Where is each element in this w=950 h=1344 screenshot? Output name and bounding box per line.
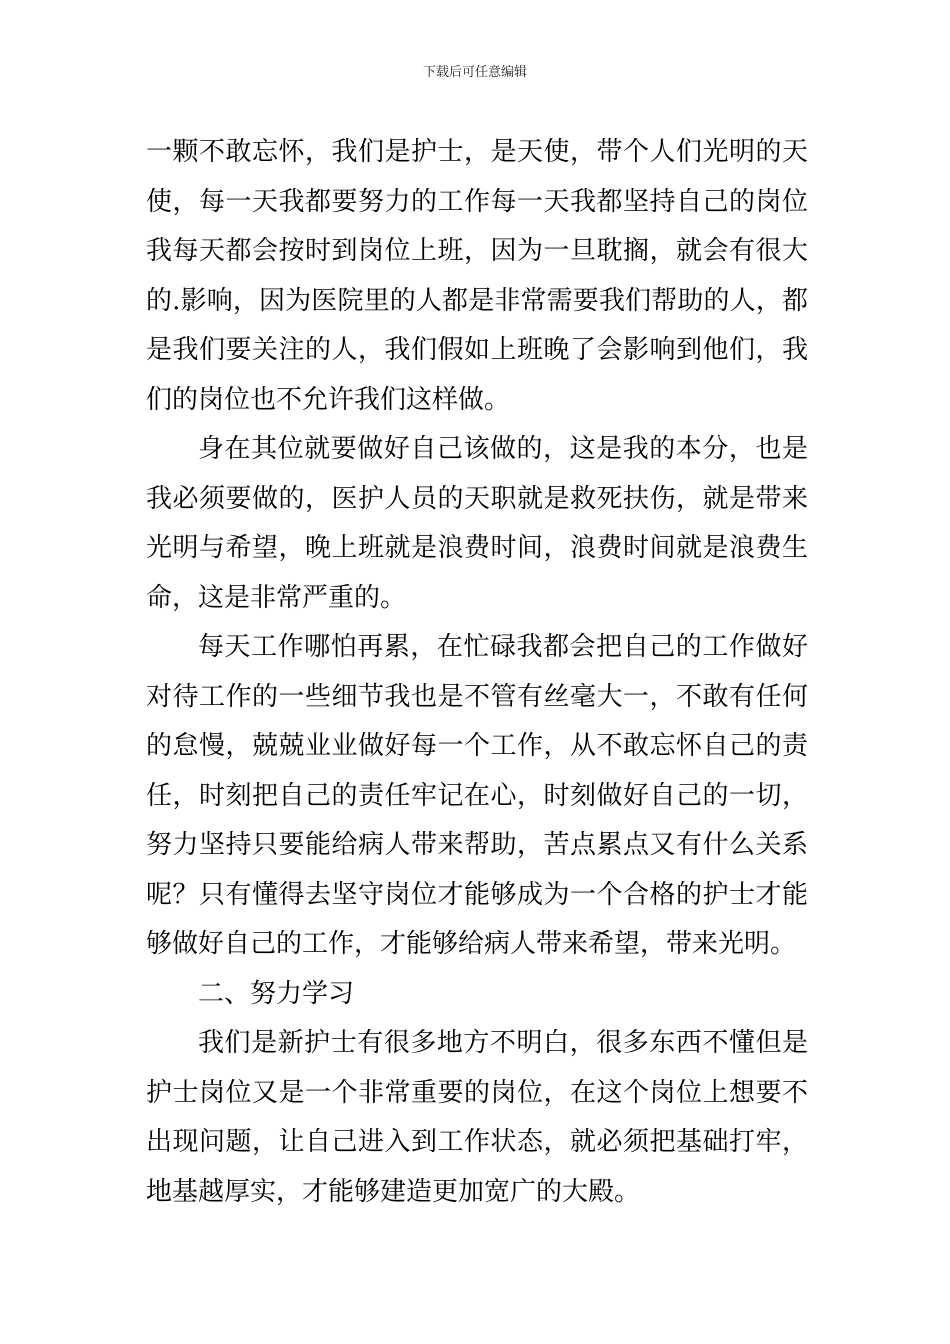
- text-line: 的.影响，因为医院里的人都是非常需要我们帮助的人，都: [146, 285, 808, 316]
- text-line: 每天工作哪怕再累，在忙碌我都会把自己的工作做好: [198, 632, 808, 662]
- text-line: 地基越厚实，才能够建造更加宽广的大殿。: [146, 1176, 641, 1207]
- text-line: 努力坚持只要能给病人带来帮助，苦点累点又有什么关系: [146, 830, 808, 860]
- document-body: [146, 128, 808, 1217]
- text-line: 够做好自己的工作，才能够给病人带来希望，带来光明。: [146, 929, 797, 959]
- text-line: 我必须要做的，医护人员的天职就是救死扶伤，就是带来: [146, 483, 808, 514]
- text-line: 呢？只有懂得去坚守岗位才能够成为一个合格的护士才能: [146, 879, 808, 910]
- text-line: 出现问题，让自己进入到工作状态，就必须把基础打牢，: [146, 1127, 808, 1157]
- text-line: 我们是新护士有很多地方不明白，很多东西不懂但是: [198, 1028, 808, 1058]
- text-line: 我每天都会按时到岗位上班，因为一旦耽搁，就会有很大: [146, 236, 808, 266]
- text-line: 护士岗位又是一个非常重要的岗位，在这个岗位上想要不: [146, 1077, 808, 1108]
- text-line: 的怠慢，兢兢业业做好每一个工作，从不敢忘怀自己的责: [146, 731, 808, 761]
- text-line: 对待工作的一些细节我也是不管有丝毫大一，不敢有任何: [146, 681, 808, 712]
- text-line: 身在其位就要做好自己该做的，这是我的本分，也是: [198, 434, 808, 464]
- text-line: 一颗不敢忘怀，我们是护士，是天使，带个人们光明的天: [146, 137, 808, 167]
- text-line: 们的岗位也不允许我们这样做。: [146, 384, 511, 415]
- text-line: 使，每一天我都要努力的工作每一天我都坚持自己的岗位: [146, 186, 808, 217]
- text-line: 命，这是非常严重的。: [146, 582, 407, 613]
- page-header: 下载后可任意编辑: [422, 65, 527, 80]
- text-line: 是我们要关注的人，我们假如上班晚了会影响到他们，我: [146, 335, 808, 365]
- text-line: 光明与希望，晚上班就是浪费时间，浪费时间就是浪费生: [146, 533, 808, 563]
- text-line: 任，时刻把自己的责任牢记在心，时刻做好自己的一切，: [146, 780, 808, 811]
- section-heading: 二、努力学习: [198, 978, 355, 1009]
